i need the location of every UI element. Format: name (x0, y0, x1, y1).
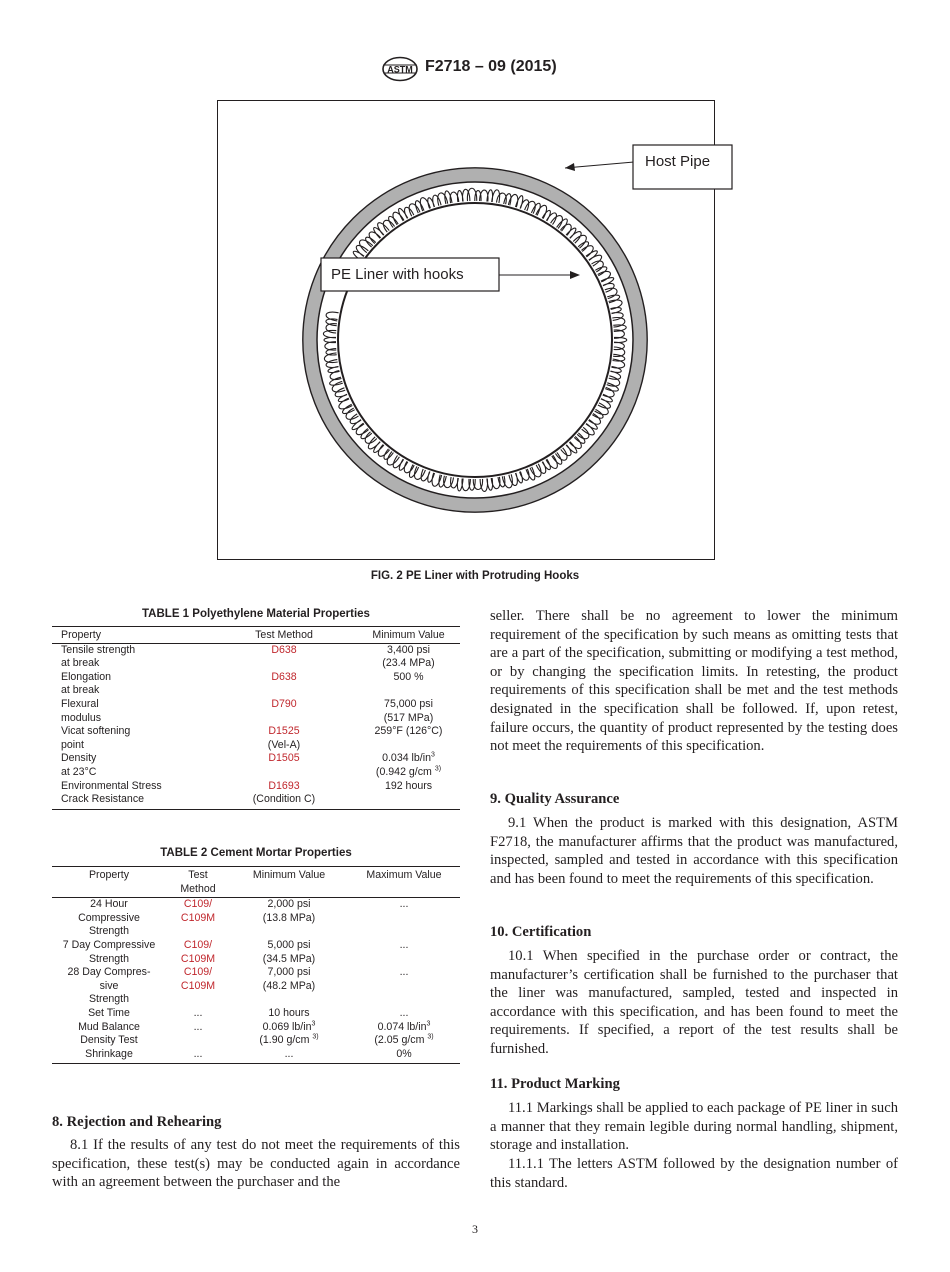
cell-property: Vicat softening (61, 725, 131, 738)
cell-property: Crack Resistance (61, 793, 145, 806)
table2-header-method: Test Method (166, 867, 230, 898)
host-pipe-label: Host Pipe (645, 153, 711, 170)
page-header (0, 56, 950, 86)
table-row: 24 Hour Compressive Strength C109/ C109M 2,000 psi (13.8 MPa) ... (78, 898, 409, 938)
host-pipe-arrowhead (565, 163, 575, 171)
table1-header-row (52, 627, 460, 644)
cell-property: at 23°C (61, 765, 97, 778)
cell-method-note: (Vel-A) (267, 738, 301, 751)
table2-header-max: Maximum Value (348, 867, 460, 898)
table-row (52, 698, 460, 725)
figure-caption: FIG. 2 PE Liner with Protruding Hooks (370, 570, 580, 582)
section8-paragraph-continued: seller. There shall be no agreement to lower the minimum requirement of the specification by such means as omitting tests that are a part of the specification, submitting or modifying a test method, or by changing the specification limits. In retesting, the product requirements of this specification shall be met and the test methods designated in the specification shall be followed. If, upon retest, failure occurs, the quantity of product represented by the testing does not meet the requirements of this specification. (490, 608, 898, 755)
cell-min: 3,400 psi (387, 643, 430, 656)
table2-header-row (52, 867, 460, 898)
test-method-link[interactable]: D638 (271, 670, 297, 683)
table2-cement-mortar-properties (52, 866, 460, 1064)
host-pipe-leader (565, 162, 634, 168)
cell-property: at break (61, 684, 100, 697)
section10-heading: 10. Certification (490, 924, 592, 940)
table-row: Set Time ... 10 hours ... (88, 1006, 409, 1019)
document-designation: F2718 – 09 (2015) (425, 58, 557, 75)
cell-property: Elongation (61, 670, 112, 683)
liner-arrowhead (570, 271, 580, 279)
table1-header-method: Test Method (211, 627, 357, 644)
table-row: 7 Day Compressive Strength C109/ C109M 5,000 psi (34.5 MPa) ... (62, 938, 409, 965)
table-row (52, 780, 460, 810)
table1-header-min: Minimum Value (357, 627, 460, 644)
pe-liner-figure (217, 100, 737, 560)
section10-paragraph: 10.1 When specified in the purchase order or contract, the manufacturer’s certification shall be furnished to the purchaser that the liner was manufactured, sampled, tested and inspected in accordance with this specification, and has been found to meet the requirements. If specified, a report of the test results shall be furnished. (490, 948, 898, 1057)
cell-property: Density (61, 752, 97, 765)
cell-min: 500 % (393, 670, 424, 683)
cell-min: (517 MPa) (383, 711, 434, 724)
section9-paragraph: 9.1 When the product is marked with this designation, ASTM F2718, the manufacturer affirms that the product was manufactured, inspected, sampled and tested in accordance with this specification and has been found to meet the requirements of this specification. (490, 815, 898, 887)
section8-paragraph: 8.1 If the results of any test do not meet the requirements of this specification, these test(s) may be conducted again in accordance with an agreement between the purchaser and the (52, 1137, 460, 1191)
cell-property: Environmental Stress (61, 779, 162, 792)
section11-paragraph: 11.1 Markings shall be applied to each package of PE liner in such a manner that they remain legible during normal handling, shipment, storage and installation. (490, 1100, 898, 1154)
table-row (52, 725, 460, 752)
cell-property: Flexural (61, 697, 99, 710)
page-number: 3 (472, 1222, 478, 1236)
section11-subparagraph: 11.1.1 The letters ASTM followed by the designation number of this standard. (490, 1156, 898, 1191)
table-row: 28 Day Compres- sive Strength C109/ C109M 7,000 psi (48.2 MPa) ... (67, 966, 409, 1006)
astm-logo (381, 56, 419, 82)
liner-hooks (323, 188, 626, 491)
host-pipe-wall (310, 175, 640, 505)
test-method-link[interactable]: D790 (271, 697, 297, 710)
table2-header-property: Property (52, 867, 166, 898)
pe-liner-wall (338, 203, 612, 477)
test-method-link[interactable]: D638 (271, 643, 297, 656)
cell-min: (23.4 MPa) (382, 657, 435, 670)
section8-heading: 8. Rejection and Rehearing (52, 1114, 222, 1130)
cell-method-note: (Condition C) (252, 793, 316, 806)
cell-min: 75,000 psi (384, 697, 433, 710)
cell-min: (0.942 g/cm $^{3)}$ (375, 765, 442, 778)
hook-loops (323, 188, 626, 491)
cell-property: at break (61, 657, 100, 670)
svg-text:ASTM: ASTM (387, 64, 413, 75)
cell-min: 259°F (126°C) (374, 725, 443, 738)
test-method-link[interactable]: C109M (180, 952, 216, 965)
cell-property: point (61, 738, 84, 751)
table1-caption: TABLE 1 Polyethylene Material Properties (142, 608, 370, 620)
table-row: Mud Balance Density Test ... 0.069 $lb/in^3$ (1.90 g/cm $^{3)}$ 0.074 $lb/in^3$ (2.05 g/cm $^{3)}$ (78, 1020, 434, 1047)
table2-header-min: Minimum Value (230, 867, 348, 898)
cell-property: Tensile strength (61, 643, 136, 656)
table1-header-property: Property (52, 627, 211, 644)
table2-caption: TABLE 2 Cement Mortar Properties (160, 847, 352, 859)
table1-polyethylene-properties (52, 626, 460, 810)
liner-label: PE Liner with hooks (331, 266, 464, 283)
cell-min: 192 hours (384, 779, 433, 792)
test-method-link[interactable]: D1505 (268, 752, 300, 765)
test-method-link[interactable]: C109M (180, 911, 216, 924)
table-row (52, 643, 460, 671)
test-method-link[interactable]: C109M (180, 979, 216, 992)
test-method-link[interactable]: D1525 (268, 725, 300, 738)
table-row (52, 671, 460, 698)
test-method-link[interactable]: C109/ (183, 966, 213, 979)
test-method-link[interactable]: D1693 (268, 779, 300, 792)
cell-property: modulus (61, 711, 102, 724)
cell-min: 0.034 $lb/in^3$ (382, 751, 435, 765)
host-pipe-inner-edge (317, 182, 633, 498)
table-row (52, 752, 460, 779)
section11-heading: 11. Product Marking (490, 1076, 620, 1092)
test-method-link[interactable]: C109/ (183, 938, 213, 951)
section9-heading: 9. Quality Assurance (490, 791, 620, 807)
test-method-link[interactable]: C109/ (183, 898, 213, 911)
table-row: Shrinkage ... ... 0% (85, 1047, 412, 1060)
